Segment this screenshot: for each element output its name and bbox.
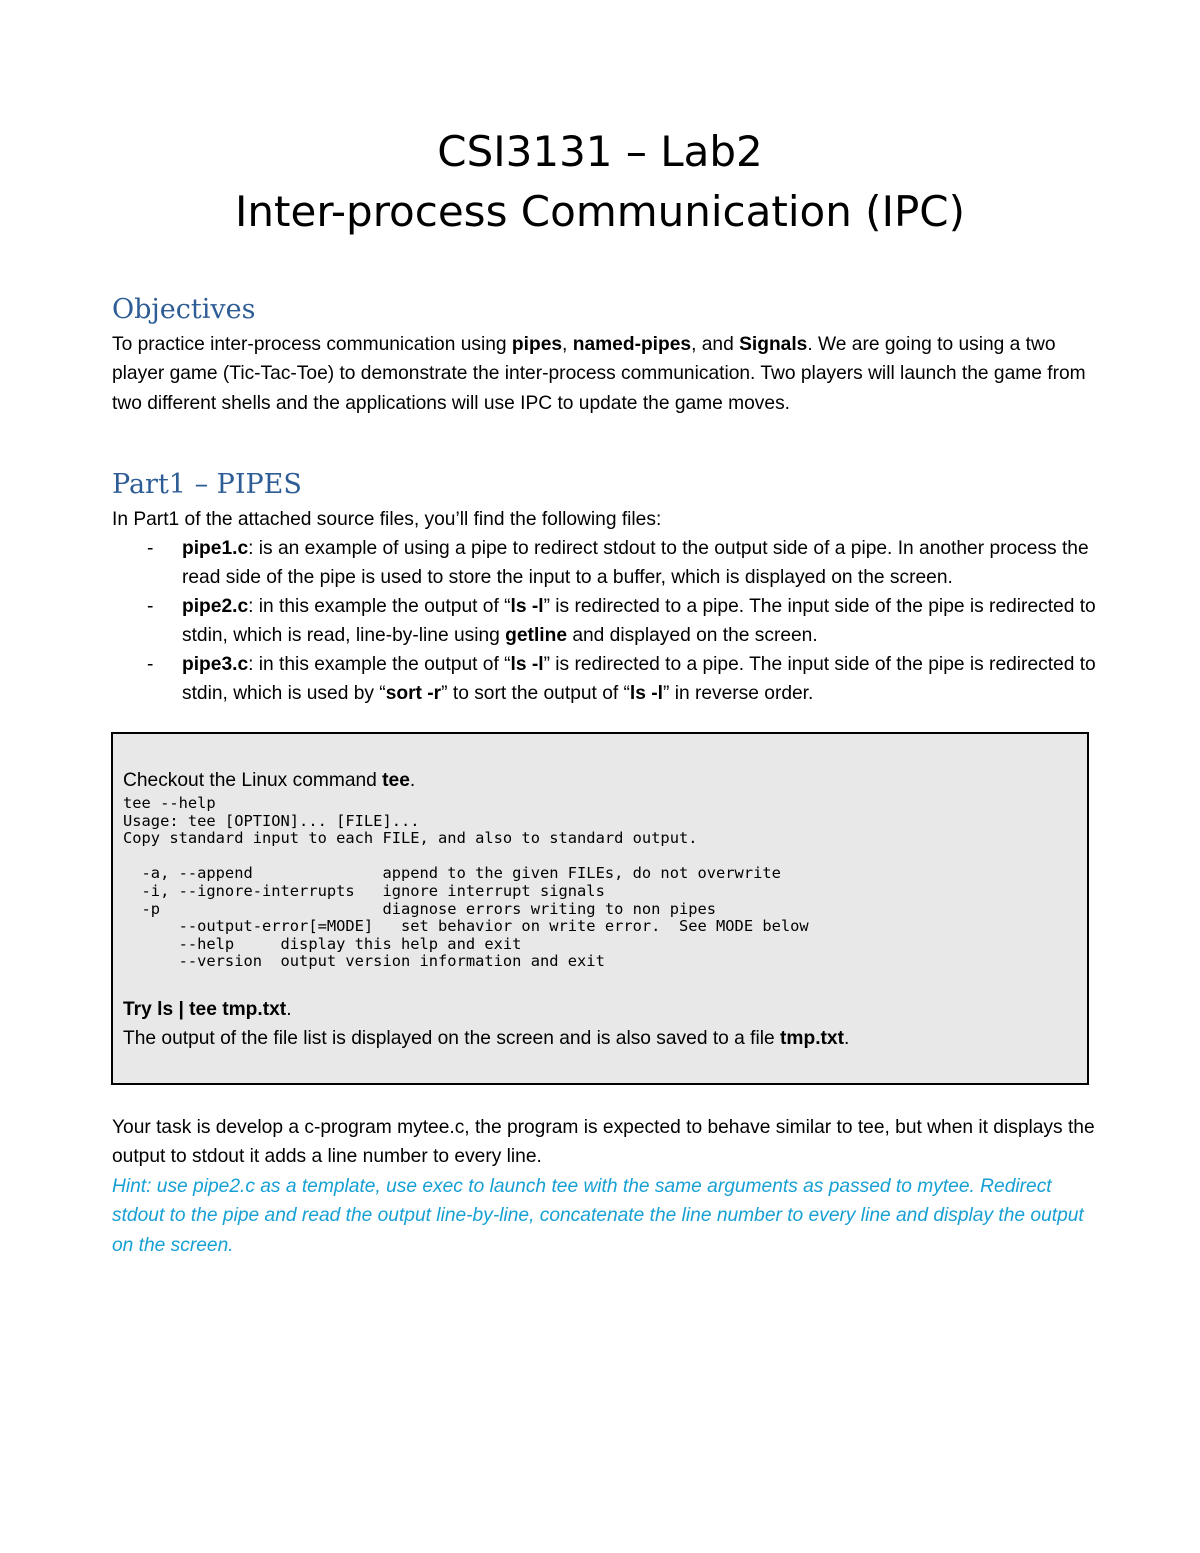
bullet-dash: - [147,538,154,559]
result-text: The output of the file list is displayed on the screen and is also saved to a file [123,1027,781,1049]
try-line [123,995,1077,1024]
title-line-topic: Inter-process Communication (IPC) [235,187,965,236]
hint-paragraph: Hint: use pipe2.c as a template, use exec to launch tee with the same arguments as passed to mytee. Redirect stdout to the pipe and read the output line-by-line, concatenate the line number to every line and display the output on the screen. [112,1176,1084,1256]
objectives-text: . We are going to using a two player game (Tic-Tac-Toe) to demonstrate the inter-process communication. Two players will launch the game from two different shells and the applications will use IPC to update the game moves. [112,334,1086,414]
spacer [123,971,1077,995]
objectives-text: To practice inter-process communication using [112,334,512,355]
tee-info-content [123,766,1077,1053]
title-line-course: CSI3131 – Lab2 [437,127,763,176]
checkout-command: tee [382,770,410,791]
file-description: : in this example the output of “ [248,654,511,675]
list-item [112,534,1102,592]
part1-file-list [112,534,1102,708]
file-description: ” is redirected to a pipe. The input side of the pipe is redirected to stdin, which is read, line-by-line using [182,596,1096,646]
tee-help-output: tee --help Usage: tee [OPTION]... [FILE]... Copy standard input to each FILE, and also to standard output. -a, --append append to the given FILEs, do not overwrite -i, --ignore-interrupts ignore interrupt signals -p diagnose errors writing to non pipes --output-error[=MODE] set behavior on write error. See MODE below --help display this help and exit --version output version information and exit [123,794,809,971]
function-name: getline [505,625,567,646]
objectives-text: , [562,334,573,355]
result-file: tmp.txt [780,1027,844,1049]
objectives-text: , and [691,334,740,355]
objectives-term-named-pipes: named-pipes [572,334,692,355]
try-punct: . [286,998,292,1020]
list-item [112,650,1102,708]
file-description: ” is redirected to a pipe. The input side of the pipe is redirected to stdin, which is used by “ [182,654,1096,704]
file-description: : is an example of using a pipe to redirect stdout to the output side of a pipe. In another process the read side of the pipe is used to store the input to a buffer, which is displayed on the screen. [182,538,1089,588]
list-item [112,592,1102,650]
bullet-dash: - [147,654,154,675]
file-description: : in this example the output of “ [248,596,511,617]
part1-intro: In Part1 of the attached source files, you’ll find the following files: [112,509,662,530]
bullet-dash: - [147,596,154,617]
checkout-punct: . [409,770,416,791]
command-text: sort -r [385,683,442,704]
result-punct: . [843,1027,850,1049]
task-paragraph: Your task is develop a c-program mytee.c, the program is expected to behave similar to tee, but when it displays the output to stdout it adds a line number to every line. [112,1117,1095,1168]
objectives-paragraph [112,330,1102,418]
checkout-line [123,766,1077,795]
objectives-term-pipes: pipes [511,334,563,355]
part1-heading: Part1 – PIPES [112,469,302,500]
file-description: and displayed on the screen. [567,625,818,646]
try-command: Try ls | tee tmp.txt [123,998,287,1020]
objectives-term-signals: Signals [739,334,808,355]
file-name: pipe1.c [182,538,249,559]
command-text: ls -l [510,654,544,675]
file-description: ” to sort the output of “ [441,683,630,704]
result-line [123,1024,1077,1053]
file-name: pipe3.c [182,654,249,675]
document-title [0,122,1200,242]
file-name: pipe2.c [182,596,249,617]
file-description: ” in reverse order. [662,683,814,704]
tee-info-box [111,732,1089,1085]
command-text: ls -l [629,683,663,704]
command-text: ls -l [510,596,544,617]
checkout-text: Checkout the Linux command [123,770,383,791]
objectives-heading: Objectives [112,294,256,325]
